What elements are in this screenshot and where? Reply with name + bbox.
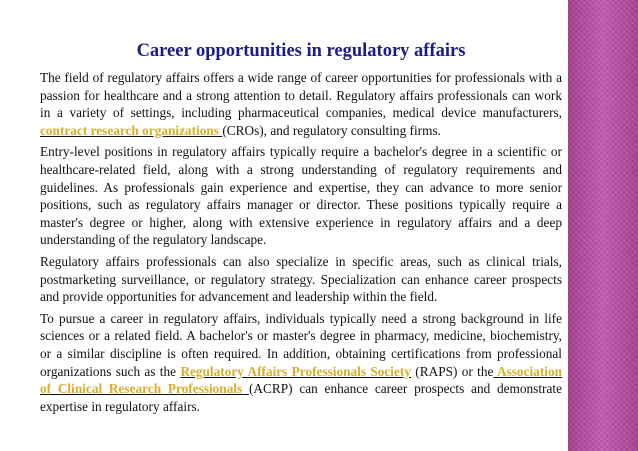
paragraph-text: (CROs), and regulatory consulting firms. (222, 122, 441, 138)
paragraph-text: To pursue a career in regulatory affairs, individuals typically need a strong background in life sciences or a related field. A bachelor's or master's degree in pharmacy, medicine, biochemistry, or a similar discipline is often required. In addition, obtaining certifications from professional organizations such as the (40, 310, 562, 379)
slide-content (40, 40, 562, 419)
link-raps[interactable]: Regulatory Affairs Professionals Society (180, 363, 411, 379)
paragraph-pursue-career (40, 310, 562, 416)
paragraph-career-settings (40, 69, 562, 139)
paragraph-text: The field of regulatory affairs offers a wide range of career opportunities for professionals with a passion for healthcare and a strong attention to detail. Regulatory affairs professionals can work in a variety of settings, including pharmaceutical companies, medical device manufacturers, (40, 70, 562, 121)
paragraph-text: (ACRP) can enhance career prospects and demonstrate expertise in regulatory affairs. (40, 381, 562, 414)
decorative-side-band (568, 0, 638, 451)
link-acrp[interactable]: Association of Clinical Research Professionals (40, 363, 562, 397)
link-contract-research-organizations[interactable]: contract research organizations (40, 122, 223, 138)
slide-title: Career opportunities in regulatory affairs (136, 41, 466, 61)
paragraph-specialization: Regulatory affairs professionals can also specialize in specific areas, such as clinical trials, postmarketing surveillance, or regulatory strategy. Specialization can enhance career prospects and provide opportunities for advancement and leadership within the field. (40, 253, 562, 305)
paragraph-text: (RAPS) or the (410, 363, 494, 379)
paragraph-entry-level: Entry-level positions in regulatory affairs typically require a bachelor's degree in a scientific or healthcare-related field, along with a strong understanding of regulatory requirements and guidelines. As professionals gain experience and expertise, they can advance to more senior positions, such as regulatory affairs manager or director. These positions typically require a master's degree or higher, along with extensive experience in regulatory affairs and a deep understanding of the regulatory landscape. (40, 144, 562, 248)
